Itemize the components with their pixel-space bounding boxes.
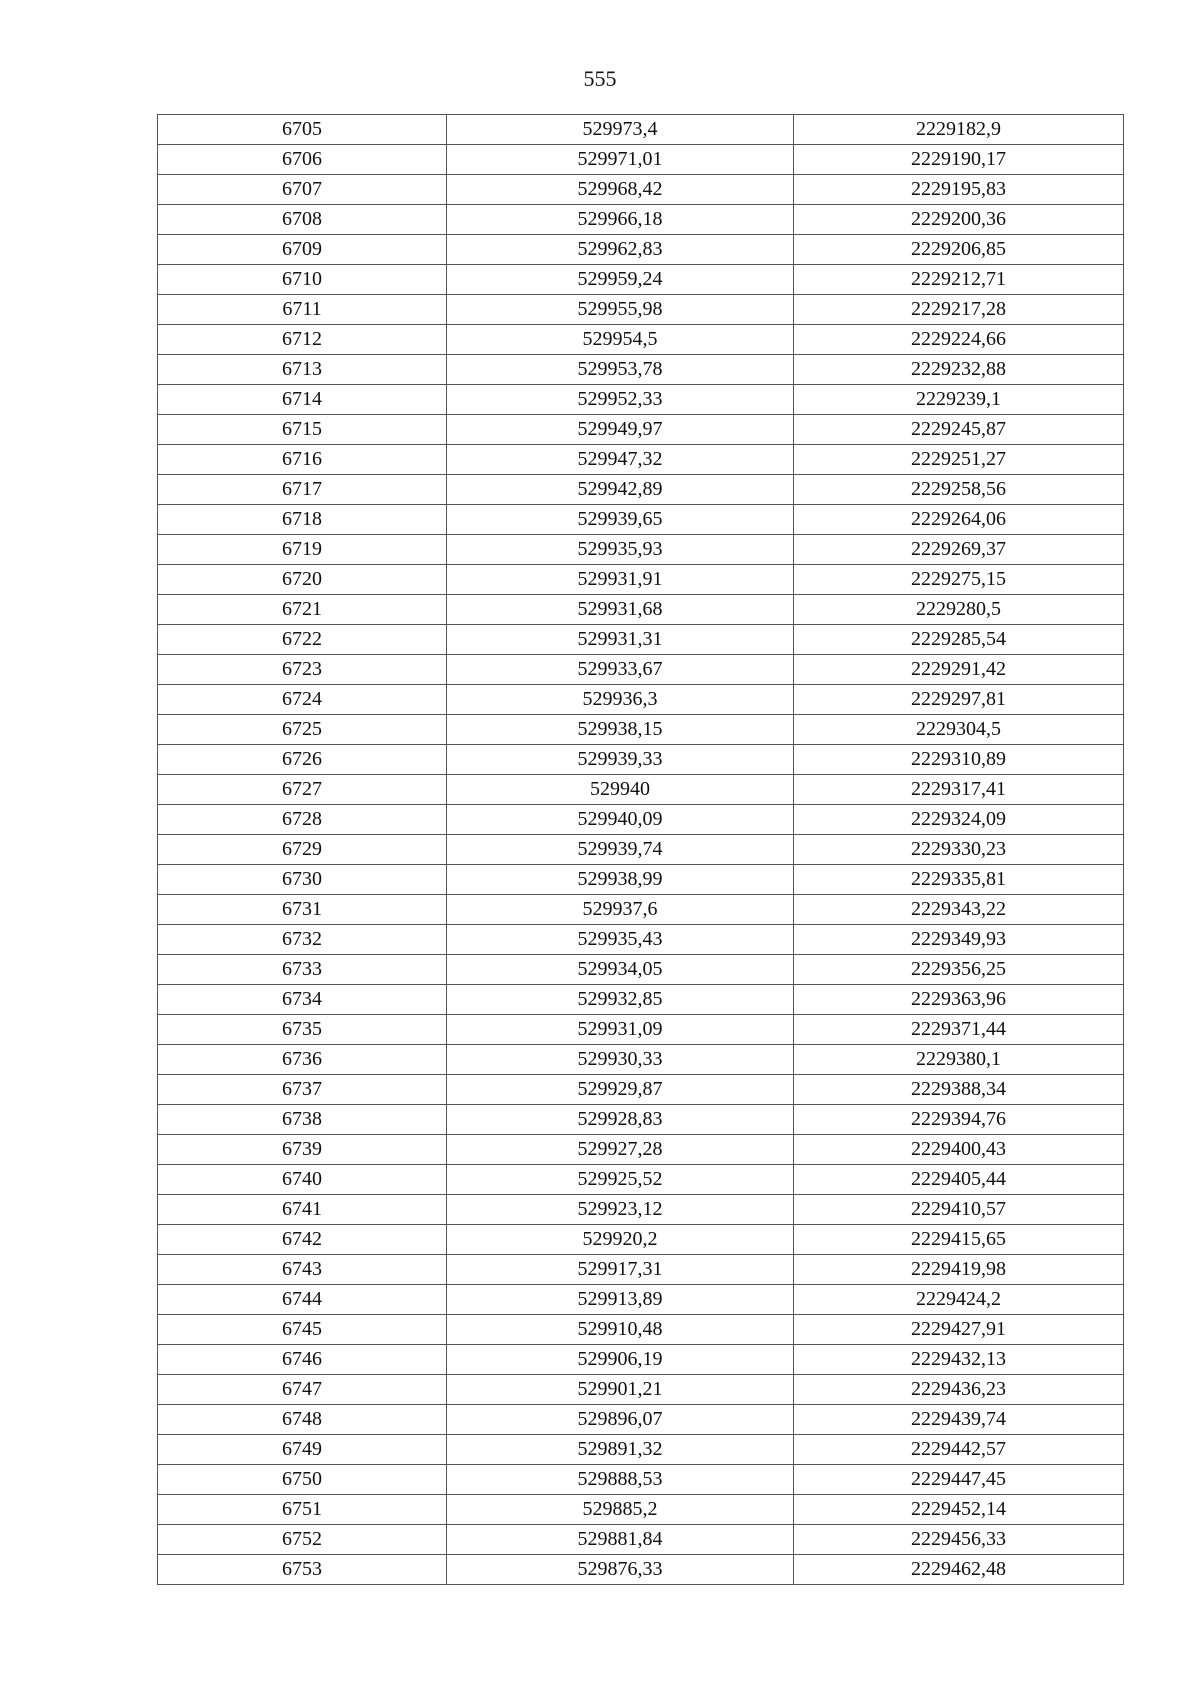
x-coordinate-cell: 529927,28 xyxy=(447,1135,794,1165)
point-number-cell: 6730 xyxy=(158,865,447,895)
y-coordinate-cell: 2229462,48 xyxy=(794,1555,1124,1585)
table-row xyxy=(158,145,1124,175)
y-coordinate-cell: 2229190,17 xyxy=(794,145,1124,175)
point-number-cell: 6747 xyxy=(158,1375,447,1405)
y-coordinate-cell: 2229410,57 xyxy=(794,1195,1124,1225)
x-coordinate-cell: 529939,74 xyxy=(447,835,794,865)
y-coordinate-cell: 2229251,27 xyxy=(794,445,1124,475)
coordinates-table-body xyxy=(158,115,1124,1585)
table-row xyxy=(158,385,1124,415)
table-row xyxy=(158,1255,1124,1285)
x-coordinate-cell: 529942,89 xyxy=(447,475,794,505)
y-coordinate-cell: 2229363,96 xyxy=(794,985,1124,1015)
x-coordinate-cell: 529935,93 xyxy=(447,535,794,565)
table-row xyxy=(158,955,1124,985)
y-coordinate-cell: 2229264,06 xyxy=(794,505,1124,535)
y-coordinate-cell: 2229388,34 xyxy=(794,1075,1124,1105)
table-row xyxy=(158,445,1124,475)
table-row xyxy=(158,1465,1124,1495)
y-coordinate-cell: 2229245,87 xyxy=(794,415,1124,445)
x-coordinate-cell: 529966,18 xyxy=(447,205,794,235)
point-number-cell: 6736 xyxy=(158,1045,447,1075)
y-coordinate-cell: 2229275,15 xyxy=(794,565,1124,595)
x-coordinate-cell: 529934,05 xyxy=(447,955,794,985)
table-row xyxy=(158,655,1124,685)
y-coordinate-cell: 2229371,44 xyxy=(794,1015,1124,1045)
table-row xyxy=(158,1435,1124,1465)
point-number-cell: 6748 xyxy=(158,1405,447,1435)
point-number-cell: 6712 xyxy=(158,325,447,355)
point-number-cell: 6728 xyxy=(158,805,447,835)
table-row xyxy=(158,685,1124,715)
y-coordinate-cell: 2229258,56 xyxy=(794,475,1124,505)
x-coordinate-cell: 529947,32 xyxy=(447,445,794,475)
y-coordinate-cell: 2229297,81 xyxy=(794,685,1124,715)
y-coordinate-cell: 2229343,22 xyxy=(794,895,1124,925)
table-row xyxy=(158,595,1124,625)
y-coordinate-cell: 2229324,09 xyxy=(794,805,1124,835)
x-coordinate-cell: 529971,01 xyxy=(447,145,794,175)
y-coordinate-cell: 2229280,5 xyxy=(794,595,1124,625)
x-coordinate-cell: 529885,2 xyxy=(447,1495,794,1525)
y-coordinate-cell: 2229285,54 xyxy=(794,625,1124,655)
y-coordinate-cell: 2229349,93 xyxy=(794,925,1124,955)
x-coordinate-cell: 529917,31 xyxy=(447,1255,794,1285)
y-coordinate-cell: 2229442,57 xyxy=(794,1435,1124,1465)
table-row xyxy=(158,1165,1124,1195)
x-coordinate-cell: 529901,21 xyxy=(447,1375,794,1405)
x-coordinate-cell: 529933,67 xyxy=(447,655,794,685)
y-coordinate-cell: 2229439,74 xyxy=(794,1405,1124,1435)
table-row xyxy=(158,745,1124,775)
table-row xyxy=(158,505,1124,535)
table-row xyxy=(158,1135,1124,1165)
x-coordinate-cell: 529931,68 xyxy=(447,595,794,625)
point-number-cell: 6729 xyxy=(158,835,447,865)
y-coordinate-cell: 2229447,45 xyxy=(794,1465,1124,1495)
table-row xyxy=(158,895,1124,925)
point-number-cell: 6744 xyxy=(158,1285,447,1315)
y-coordinate-cell: 2229380,1 xyxy=(794,1045,1124,1075)
point-number-cell: 6718 xyxy=(158,505,447,535)
point-number-cell: 6716 xyxy=(158,445,447,475)
y-coordinate-cell: 2229356,25 xyxy=(794,955,1124,985)
x-coordinate-cell: 529931,09 xyxy=(447,1015,794,1045)
y-coordinate-cell: 2229452,14 xyxy=(794,1495,1124,1525)
point-number-cell: 6731 xyxy=(158,895,447,925)
table-row xyxy=(158,715,1124,745)
x-coordinate-cell: 529881,84 xyxy=(447,1525,794,1555)
point-number-cell: 6733 xyxy=(158,955,447,985)
y-coordinate-cell: 2229424,2 xyxy=(794,1285,1124,1315)
point-number-cell: 6732 xyxy=(158,925,447,955)
table-row xyxy=(158,925,1124,955)
point-number-cell: 6720 xyxy=(158,565,447,595)
table-row xyxy=(158,1345,1124,1375)
point-number-cell: 6708 xyxy=(158,205,447,235)
point-number-cell: 6750 xyxy=(158,1465,447,1495)
x-coordinate-cell: 529925,52 xyxy=(447,1165,794,1195)
y-coordinate-cell: 2229217,28 xyxy=(794,295,1124,325)
y-coordinate-cell: 2229394,76 xyxy=(794,1105,1124,1135)
table-row xyxy=(158,775,1124,805)
table-row xyxy=(158,1195,1124,1225)
y-coordinate-cell: 2229427,91 xyxy=(794,1315,1124,1345)
table-row xyxy=(158,325,1124,355)
point-number-cell: 6752 xyxy=(158,1525,447,1555)
table-row xyxy=(158,115,1124,145)
point-number-cell: 6745 xyxy=(158,1315,447,1345)
y-coordinate-cell: 2229415,65 xyxy=(794,1225,1124,1255)
table-row xyxy=(158,1225,1124,1255)
point-number-cell: 6737 xyxy=(158,1075,447,1105)
table-row xyxy=(158,1405,1124,1435)
y-coordinate-cell: 2229335,81 xyxy=(794,865,1124,895)
x-coordinate-cell: 529954,5 xyxy=(447,325,794,355)
page-number: 555 xyxy=(583,66,617,91)
point-number-cell: 6714 xyxy=(158,385,447,415)
point-number-cell: 6726 xyxy=(158,745,447,775)
point-number-cell: 6739 xyxy=(158,1135,447,1165)
x-coordinate-cell: 529953,78 xyxy=(447,355,794,385)
table-row xyxy=(158,235,1124,265)
x-coordinate-cell: 529962,83 xyxy=(447,235,794,265)
table-row xyxy=(158,355,1124,385)
table-row xyxy=(158,865,1124,895)
point-number-cell: 6709 xyxy=(158,235,447,265)
x-coordinate-cell: 529939,65 xyxy=(447,505,794,535)
y-coordinate-cell: 2229436,23 xyxy=(794,1375,1124,1405)
x-coordinate-cell: 529923,12 xyxy=(447,1195,794,1225)
x-coordinate-cell: 529910,48 xyxy=(447,1315,794,1345)
point-number-cell: 6723 xyxy=(158,655,447,685)
table-row xyxy=(158,265,1124,295)
y-coordinate-cell: 2229195,83 xyxy=(794,175,1124,205)
point-number-cell: 6741 xyxy=(158,1195,447,1225)
point-number-cell: 6707 xyxy=(158,175,447,205)
y-coordinate-cell: 2229317,41 xyxy=(794,775,1124,805)
y-coordinate-cell: 2229330,23 xyxy=(794,835,1124,865)
table-row xyxy=(158,1105,1124,1135)
x-coordinate-cell: 529955,98 xyxy=(447,295,794,325)
y-coordinate-cell: 2229212,71 xyxy=(794,265,1124,295)
point-number-cell: 6705 xyxy=(158,115,447,145)
x-coordinate-cell: 529935,43 xyxy=(447,925,794,955)
point-number-cell: 6706 xyxy=(158,145,447,175)
coordinates-table xyxy=(157,114,1124,1585)
y-coordinate-cell: 2229291,42 xyxy=(794,655,1124,685)
x-coordinate-cell: 529928,83 xyxy=(447,1105,794,1135)
y-coordinate-cell: 2229239,1 xyxy=(794,385,1124,415)
point-number-cell: 6751 xyxy=(158,1495,447,1525)
point-number-cell: 6711 xyxy=(158,295,447,325)
table-row xyxy=(158,1015,1124,1045)
table-row xyxy=(158,415,1124,445)
point-number-cell: 6724 xyxy=(158,685,447,715)
x-coordinate-cell: 529931,31 xyxy=(447,625,794,655)
x-coordinate-cell: 529932,85 xyxy=(447,985,794,1015)
point-number-cell: 6710 xyxy=(158,265,447,295)
x-coordinate-cell: 529931,91 xyxy=(447,565,794,595)
x-coordinate-cell: 529913,89 xyxy=(447,1285,794,1315)
point-number-cell: 6721 xyxy=(158,595,447,625)
x-coordinate-cell: 529906,19 xyxy=(447,1345,794,1375)
table-row xyxy=(158,205,1124,235)
x-coordinate-cell: 529920,2 xyxy=(447,1225,794,1255)
y-coordinate-cell: 2229232,88 xyxy=(794,355,1124,385)
table-row xyxy=(158,1315,1124,1345)
y-coordinate-cell: 2229419,98 xyxy=(794,1255,1124,1285)
point-number-cell: 6717 xyxy=(158,475,447,505)
x-coordinate-cell: 529938,15 xyxy=(447,715,794,745)
table-row xyxy=(158,1375,1124,1405)
table-row xyxy=(158,475,1124,505)
point-number-cell: 6735 xyxy=(158,1015,447,1045)
x-coordinate-cell: 529891,32 xyxy=(447,1435,794,1465)
x-coordinate-cell: 529929,87 xyxy=(447,1075,794,1105)
x-coordinate-cell: 529888,53 xyxy=(447,1465,794,1495)
point-number-cell: 6740 xyxy=(158,1165,447,1195)
x-coordinate-cell: 529930,33 xyxy=(447,1045,794,1075)
table-row xyxy=(158,295,1124,325)
point-number-cell: 6743 xyxy=(158,1255,447,1285)
point-number-cell: 6749 xyxy=(158,1435,447,1465)
point-number-cell: 6738 xyxy=(158,1105,447,1135)
table-row xyxy=(158,175,1124,205)
point-number-cell: 6713 xyxy=(158,355,447,385)
y-coordinate-cell: 2229200,36 xyxy=(794,205,1124,235)
y-coordinate-cell: 2229304,5 xyxy=(794,715,1124,745)
table-row xyxy=(158,1525,1124,1555)
y-coordinate-cell: 2229310,89 xyxy=(794,745,1124,775)
x-coordinate-cell: 529896,07 xyxy=(447,1405,794,1435)
y-coordinate-cell: 2229432,13 xyxy=(794,1345,1124,1375)
y-coordinate-cell: 2229206,85 xyxy=(794,235,1124,265)
y-coordinate-cell: 2229224,66 xyxy=(794,325,1124,355)
x-coordinate-cell: 529876,33 xyxy=(447,1555,794,1585)
x-coordinate-cell: 529949,97 xyxy=(447,415,794,445)
table-row xyxy=(158,1285,1124,1315)
y-coordinate-cell: 2229269,37 xyxy=(794,535,1124,565)
point-number-cell: 6719 xyxy=(158,535,447,565)
table-row xyxy=(158,535,1124,565)
point-number-cell: 6725 xyxy=(158,715,447,745)
table-row xyxy=(158,1555,1124,1585)
point-number-cell: 6734 xyxy=(158,985,447,1015)
x-coordinate-cell: 529940,09 xyxy=(447,805,794,835)
table-row xyxy=(158,835,1124,865)
x-coordinate-cell: 529939,33 xyxy=(447,745,794,775)
y-coordinate-cell: 2229405,44 xyxy=(794,1165,1124,1195)
table-row xyxy=(158,565,1124,595)
x-coordinate-cell: 529952,33 xyxy=(447,385,794,415)
point-number-cell: 6742 xyxy=(158,1225,447,1255)
x-coordinate-cell: 529937,6 xyxy=(447,895,794,925)
table-row xyxy=(158,1045,1124,1075)
x-coordinate-cell: 529936,3 xyxy=(447,685,794,715)
point-number-cell: 6746 xyxy=(158,1345,447,1375)
x-coordinate-cell: 529940 xyxy=(447,775,794,805)
x-coordinate-cell: 529973,4 xyxy=(447,115,794,145)
point-number-cell: 6722 xyxy=(158,625,447,655)
table-row xyxy=(158,1495,1124,1525)
y-coordinate-cell: 2229400,43 xyxy=(794,1135,1124,1165)
table-row xyxy=(158,985,1124,1015)
point-number-cell: 6727 xyxy=(158,775,447,805)
x-coordinate-cell: 529938,99 xyxy=(447,865,794,895)
y-coordinate-cell: 2229456,33 xyxy=(794,1525,1124,1555)
x-coordinate-cell: 529959,24 xyxy=(447,265,794,295)
table-row xyxy=(158,1075,1124,1105)
y-coordinate-cell: 2229182,9 xyxy=(794,115,1124,145)
point-number-cell: 6753 xyxy=(158,1555,447,1585)
x-coordinate-cell: 529968,42 xyxy=(447,175,794,205)
table-row xyxy=(158,805,1124,835)
point-number-cell: 6715 xyxy=(158,415,447,445)
table-row xyxy=(158,625,1124,655)
